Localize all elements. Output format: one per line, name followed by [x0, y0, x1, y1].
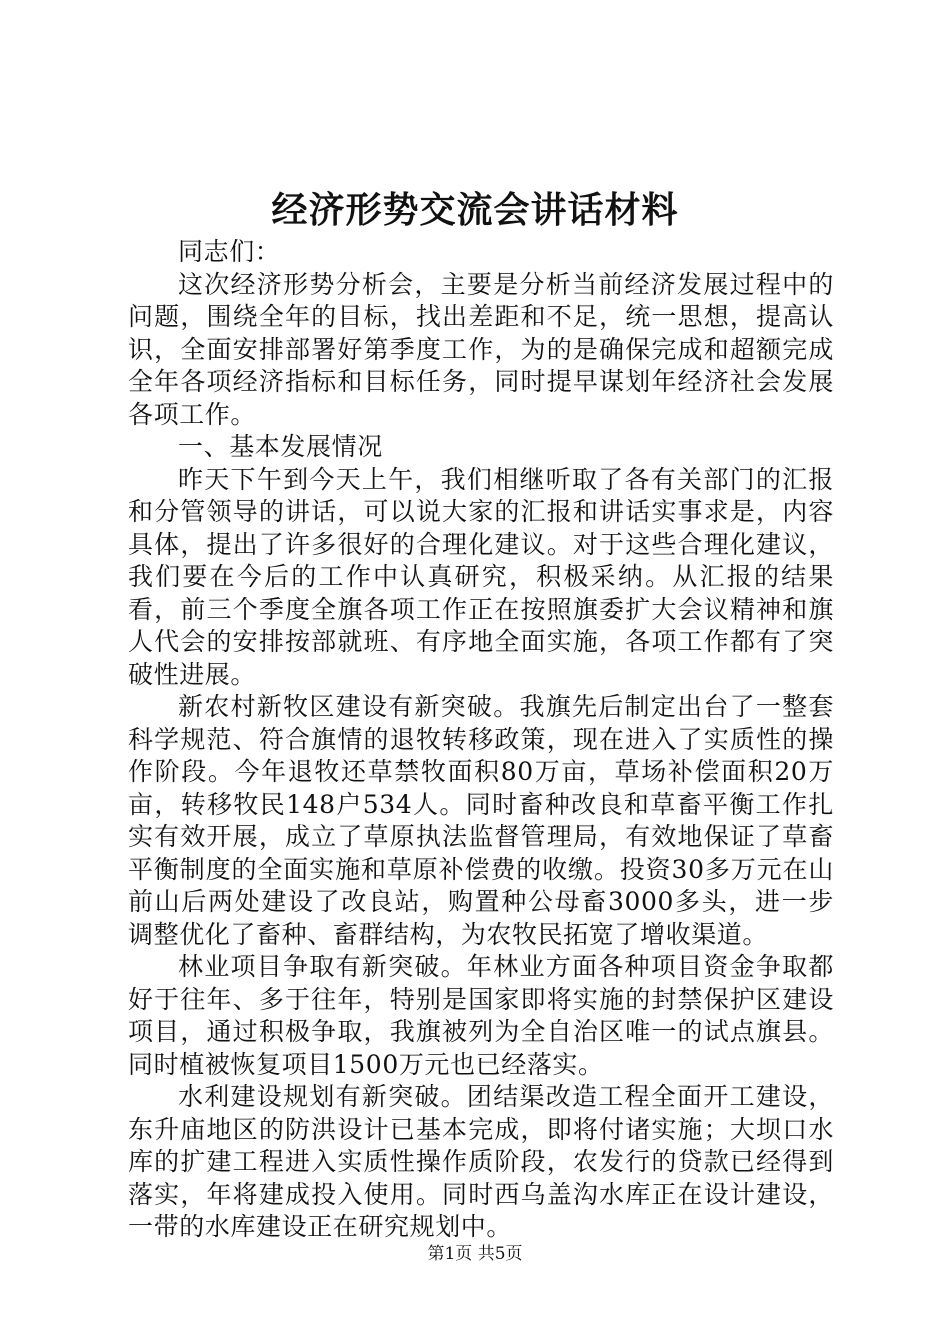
body-paragraph: 昨天下午到今天上午，我们相继听取了各有关部门的汇报和分管领导的讲话，可以说大家的汇报和讲话实事求是，内容具体，提出了许多很好的合理化建议。对于这些合理化建议，我们要在今后的工作中认真研究，积极采纳。从汇报的结果看，前三个季度全旗各项工作正在按照旗委扩大会议精神和旗人代会的安排按部就班、有序地全面实施，各项工作都有了突破性进展。	[128, 464, 834, 689]
salutation-paragraph: 同志们：	[178, 237, 281, 266]
document-title: 经济形势交流会讲话材料	[271, 189, 679, 231]
body-paragraph: 水利建设规划有新突破。团结渠改造工程全面开工建设，东升庙地区的防洪设计已基本完成，即将付诸实施；大坝口水库的扩建工程进入实质性操作质阶段，农发行的贷款已经得到落实，年将建成投入使用。同时西乌盖沟水库正在设计建设，一带的水库建设正在研究规划中。	[128, 1082, 834, 1241]
page-number-footer: 第1页 共5页	[427, 1244, 523, 1264]
section-heading: 一、基本发展情况	[178, 432, 383, 461]
body-paragraph: 林业项目争取有新突破。年林业方面各种项目资金争取都好于往年、多于往年，特别是国家即将实施的封禁保护区建设项目，通过积极争取，我旗被列为全自治区唯一的试点旗县。同时植被恢复项目1500万元也已经落实。	[128, 952, 834, 1079]
document-body	[128, 236, 834, 1244]
intro-paragraph: 这次经济形势分析会，主要是分析当前经济发展过程中的问题，围绕全年的目标，找出差距和不足，统一思想，提高认识，全面安排部署好第季度工作，为的是确保完成和超额完成全年各项经济指标和目标任务，同时提早谋划年经济社会发展各项工作。	[128, 269, 834, 429]
body-paragraph: 新农村新牧区建设有新突破。我旗先后制定出台了一整套科学规范、符合旗情的退牧转移政策，现在进入了实质性的操作阶段。今年退牧还草禁牧面积80万亩，草场补偿面积20万亩，转移牧民148户534人。同时畜种改良和草畜平衡工作扎实有效开展，成立了草原执法监督管理局，有效地保证了草畜平衡制度的全面实施和草原补偿费的收缴。投资30多万元在山前山后两处建设了改良站，购置种公母畜3000多头，进一步调整优化了畜种、畜群结构，为农牧民拓宽了增收渠道。	[128, 692, 834, 949]
